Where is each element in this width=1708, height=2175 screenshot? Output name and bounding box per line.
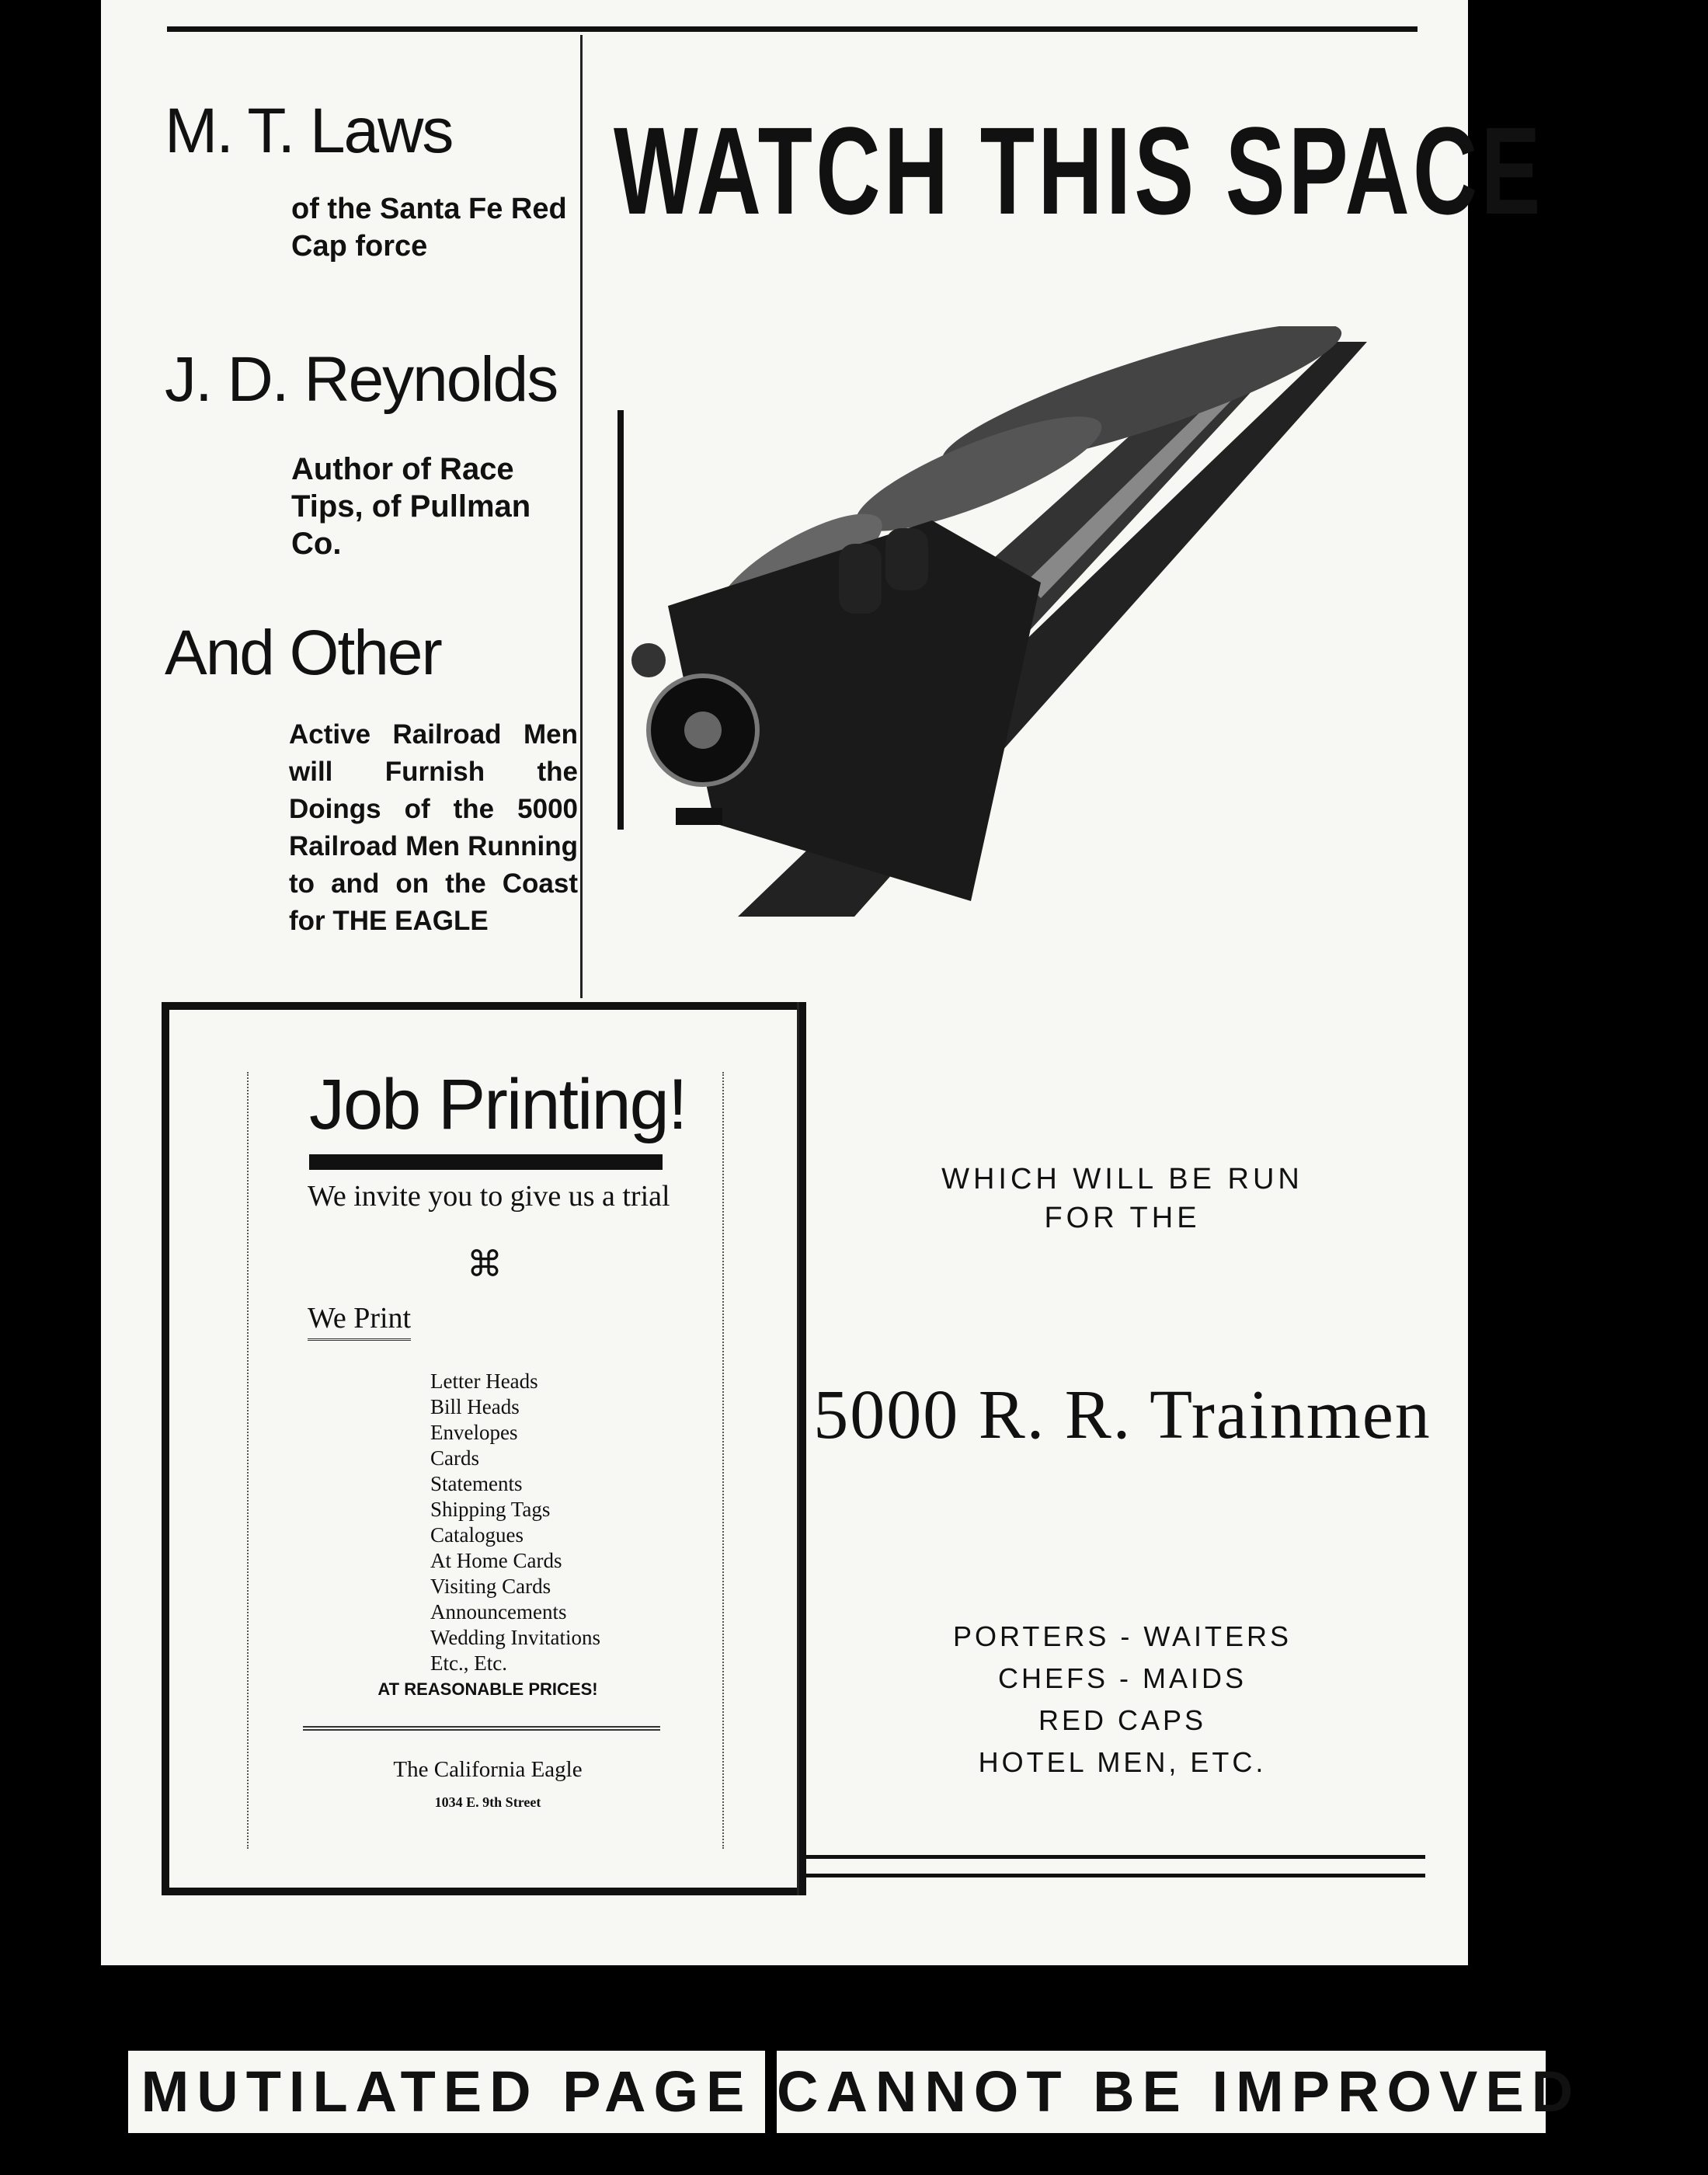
name-laws: M. T. Laws — [165, 96, 453, 166]
list-item: Statements — [430, 1472, 523, 1495]
list-item: Catalogues — [430, 1523, 524, 1547]
publisher-address: 1034 E. 9th Street — [434, 1794, 541, 1810]
staff-list — [800, 1616, 1445, 1784]
run-line-2: FOR THE — [1044, 1202, 1201, 1234]
ornament-icon: ⌘ — [467, 1244, 503, 1284]
list-item: Shipping Tags — [430, 1498, 551, 1521]
bottom-rule-2 — [804, 1874, 1425, 1877]
ad-title-bar — [309, 1154, 663, 1170]
list-item: Wedding Invitations — [430, 1626, 601, 1649]
list-item: Envelopes — [430, 1421, 518, 1444]
print-items-list — [430, 1369, 600, 1676]
list-item: Bill Heads — [430, 1395, 520, 1418]
right-divider — [797, 1002, 799, 1895]
headline: WATCH THIS SPACE — [614, 101, 1544, 240]
ad-invite: We invite you to give us a trial — [308, 1180, 670, 1213]
column-divider — [580, 35, 583, 998]
ad-rule — [303, 1726, 660, 1731]
run-notice — [800, 1160, 1445, 1237]
staff-line: PORTERS - WAITERS — [952, 1620, 1292, 1652]
run-line-1: WHICH WILL BE RUN — [941, 1163, 1303, 1195]
top-rule — [167, 26, 1418, 32]
desc-reynolds: Author of Race Tips, of Pullman Co. — [291, 452, 531, 561]
publisher-name: The California Eagle — [393, 1757, 583, 1782]
locomotive-illustration — [606, 326, 1375, 917]
staff-line: RED CAPS — [1038, 1704, 1207, 1736]
reasonable-prices: AT REASONABLE PRICES! — [377, 1679, 598, 1699]
desc-laws: of the Santa Fe Red Cap force — [291, 193, 567, 263]
banner-right: CANNOT BE IMPROVED — [777, 2051, 1546, 2133]
list-item: Etc., Etc. — [430, 1651, 507, 1675]
list-item: Letter Heads — [430, 1369, 538, 1393]
staff-line: CHEFS - MAIDS — [997, 1662, 1247, 1694]
list-item: Announcements — [430, 1600, 567, 1623]
name-others: And Other — [165, 618, 441, 688]
name-reynolds: J. D. Reynolds — [165, 344, 558, 415]
job-printing-ad — [162, 1002, 806, 1895]
trainmen-heading: 5000 R. R. Trainmen — [813, 1376, 1431, 1453]
ad-title: Job Printing! — [309, 1065, 687, 1144]
list-item: Visiting Cards — [430, 1575, 551, 1598]
banner-left: MUTILATED PAGE — [128, 2051, 765, 2133]
list-item: At Home Cards — [430, 1549, 562, 1572]
bottom-rule-1 — [804, 1855, 1425, 1859]
desc-others: Active Railroad Men will Furnish the Doings of the 5000 Railroad Men Running to and on the Coast for THE EAGLE — [289, 719, 578, 936]
we-print-heading: We Print — [308, 1301, 411, 1341]
staff-line: HOTEL MEN, ETC. — [978, 1746, 1267, 1778]
list-item: Cards — [430, 1446, 479, 1470]
